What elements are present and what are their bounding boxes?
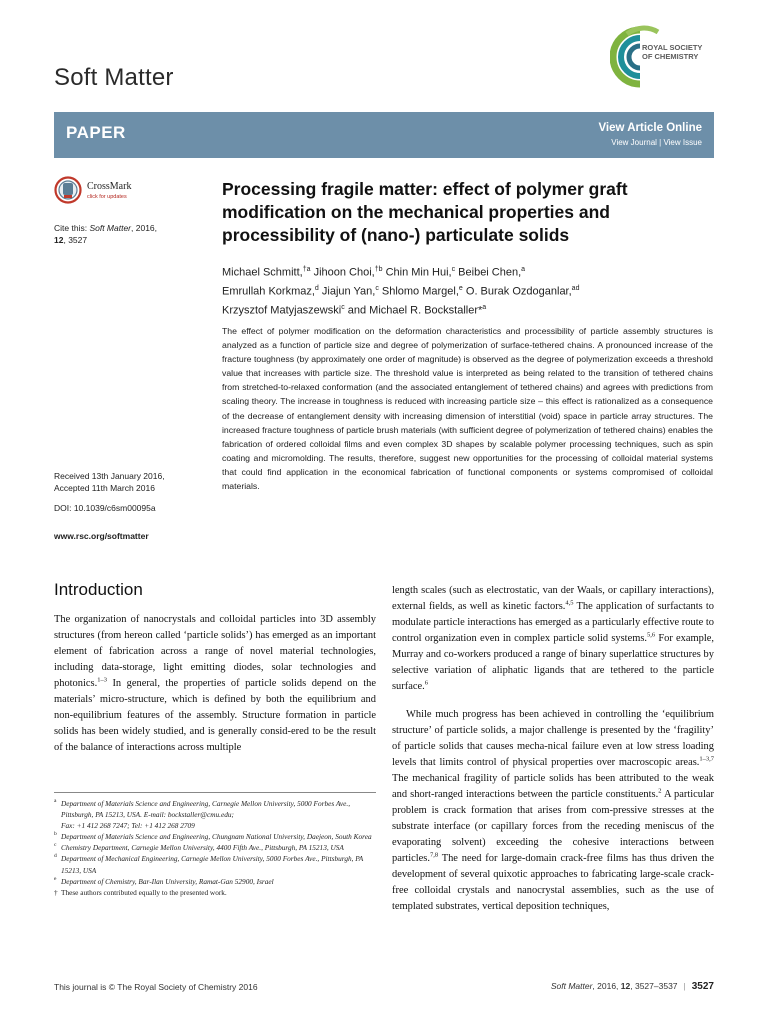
footnote-affiliation: Department of Chemistry, Bar-Ilan University, Ramat-Gan 52900, Israel [61,876,274,886]
author-affiliation: †b [374,266,383,273]
body-text: The organization of nanocrystals and colloidal particles into 3D assembly structures (from hereon called ‘particle solids’) has emerged as an important element of fabrication across a range of novel material technologies, including data-storage, light emitting diodes, solar technologies and photonics. [54,614,376,689]
crossmark-label: CrossMark [87,181,132,192]
footnote-affiliation: Department of Materials Science and Engineering, Chungnam National University, Daejeon, South Korea [61,832,372,842]
cite-prefix: Cite this: [54,223,90,233]
author: Jiajun Yan, [321,285,376,298]
author: and Michael R. Bockstaller* [347,304,483,317]
body-text: In general, the properties of particle solids depend on the materials’ micro-structure, which is defined by both the equilibrium and non-equilibrium features of the assembly. Structure formation in particle solids has been widely studied, and is generally consid-ered to be the result of the balance of interactions across multiple [54,678,376,753]
cite-year: , 2016, [131,223,158,233]
footnote [54,853,376,875]
footer-copyright: This journal is © The Royal Society of Chemistry 2016 [54,982,258,992]
cite-this [54,222,184,246]
footnotes [54,798,376,898]
footnote [54,887,376,898]
crossmark-sublabel: click for updates [87,194,127,200]
footnote [54,842,376,853]
footnote-mark: c [54,842,57,849]
abstract: The effect of polymer modification on the deformation characteristics and processibility of particle assembly structures is analyzed as a function of particle size and degree of polymerization of surface-tethered chains. A pronounced increase of the fracture toughness (by approximately one order of magnitude) is observed as the degree of polymerization exceeds a threshold value that increases with particle size. The threshold value is interpreted as being related to the transition of tethered chains from stretched-to-relaxed conformation (and the associated entanglement of tethered chains) and agrees with predictions from scaling theory. The increase in toughness is reduced with increasing particle size – this effect is rationalized as a consequence of the decrease of entanglement density with increasing dimension of interstitial (void) space in particle array structures. The increased fracture toughness of particle brush materials (with sufficient degree of polymerization of tethered chains) enables the fabrication of ordered colloidal films and even complex 3D shapes by scalable polymer processing techniques, such as spin coating and micromolding. The results, therefore, suggest new opportunities for the processing of colloidal material systems that could find application in the economical fabrication of functional components or systems compromised of colloidal materials. [222,326,713,492]
author-affiliation: ad [571,285,580,293]
body-text: A particular problem is crack formation that arises from com-pressive stresses at the substrate interface (or capillary forces from the receding meniscus of the evaporating solvent) exceeding the cohesive interactions between particles. [392,789,714,864]
citation-ref[interactable]: 1–3 [97,676,107,684]
author-affiliation: c [451,266,456,273]
author-affiliation: a [521,266,526,273]
author-affiliation: †a [302,266,311,273]
footer-separator: | [683,981,686,991]
author-list [222,262,712,319]
crossmark-icon [54,176,82,204]
author: Jihoon Choi, [313,266,375,279]
doi[interactable]: DOI: 10.1039/c6sm00095a [54,503,156,513]
view-issue-link[interactable]: View Issue [663,138,702,147]
author-affiliation: d [314,285,319,293]
body-text: For example, Murray and co-workers produced a range of binary superlattice structures by selective variation of aliphatic ligands that are tethered to the particle surface. [392,633,714,692]
received-dates [54,470,204,494]
footer-year: , 2016, [592,981,621,991]
citation-ref[interactable]: 6 [424,679,428,687]
citation-ref[interactable]: 2 [658,787,662,795]
author: Shlomo Margel, [381,285,459,298]
link-separator: | [656,138,664,147]
footnote-divider [54,792,376,793]
citation-ref[interactable]: 1–3,7 [699,755,714,763]
view-journal-link[interactable]: View Journal [611,138,657,147]
body-text: The mechanical fragility of particle solids has been attributed to the weak and short-ranged interactions between the particle constituents. [392,773,714,800]
author-affiliation: e [458,285,463,293]
footnote [54,831,376,842]
footnote-text: These authors contributed equally to the presented work. [61,887,227,897]
footnote-mark: b [54,831,57,838]
footnote-mark: a [54,798,57,804]
article-type-label: PAPER [66,123,126,142]
journal-url[interactable]: www.rsc.org/softmatter [54,531,149,541]
crossmark-badge[interactable] [54,176,144,208]
footer-journal: Soft Matter [550,981,593,991]
author-affiliation: c [341,304,345,312]
view-article-online-link[interactable]: View Article Online [598,122,702,134]
article-type-banner [54,112,714,158]
author: Beibei Chen, [458,266,522,279]
page-number: 3527 [691,981,714,992]
body-text: While much progress has been achieved in controlling the ‘equilibrium structure’ of particle solids, a major challenge is presented by the ‘fragility’ of particle solids that causes mecha-nical failure even at low stress loading levels that limits control of physical properties over macroscopic areas. [392,709,714,768]
author-affiliation: c [375,285,379,293]
footnote-mark: e [54,875,57,882]
footnote-affiliation: Department of Mechanical Engineering, Carnegie Mellon University, 5000 Forbes Ave., Pittsburgh, PA 15213, USA [61,854,364,875]
body-paragraph [392,707,714,915]
view-links [611,138,702,147]
rsc-logo-line-1: ROYAL SOCIETY [642,43,703,52]
body-text: length scales (such as electrostatic, van der Waals, or capillary interactions), external fields, as well as kinetic factors. [392,585,714,612]
cite-volume: 12 [54,235,64,245]
footnote-extra: Fax: +1 412 268 7247; Tel: +1 412 268 2709 [61,821,195,831]
body-text: The need for large-domain crack-free films has thus driven the development of several quixotic approaches to fabricating large-scale crack-free colloidal crystals and nanocrystal assemblies, such as the use of templated substrates, vertical deposition techniques, [392,853,714,912]
rsc-logo-text [642,44,702,61]
received-date: Received 13th January 2016, [54,471,165,481]
citation-ref[interactable]: 4,5 [565,599,574,607]
cite-journal: Soft Matter [89,223,132,233]
journal-title: Soft Matter [54,64,174,91]
cite-page: , 3527 [63,235,88,245]
rsc-logo-line-2: OF CHEMISTRY [642,51,699,61]
author: O. Burak Ozdoganlar, [465,285,572,298]
author-affiliation: a [482,304,487,312]
footnote [54,798,376,831]
body-paragraph [54,612,376,756]
author: Michael Schmitt, [222,266,303,279]
article-title: Processing fragile matter: effect of polymer graft modification on the mechanical properties and processibility of (nano-) particulate solids [222,179,628,245]
footnote-affiliation: Department of Materials Science and Engineering, Carnegie Mellon University, 5000 Forbes Ave., Pittsburgh, PA 15213, USA. E-mail: bockstaller@cmu.edu; [61,799,351,820]
citation-ref[interactable]: 7,8 [429,851,439,859]
accepted-date: Accepted 11th March 2016 [54,483,155,493]
footnote [54,876,376,887]
author: Chin Min Hui, [385,266,452,279]
body-text: The application of surfactants to modulate particle interactions has emerged as a particularly effective route to control organization even in complex particle solid systems. [392,601,714,644]
footnote-affiliation: Chemistry Department, Carnegie Mellon University, 4400 Fifth Ave., Pittsburgh, PA 15213, USA [61,843,344,853]
body-paragraph [392,583,714,695]
author: Krzysztof Matyjaszewski [222,304,342,317]
footnote-mark: d [54,853,57,860]
footer-pages: , 3527–3537 [630,981,678,991]
footnote-mark: † [54,887,58,897]
footer-volume: 12 [620,981,631,991]
footer-citation [551,981,714,992]
author: Emrullah Korkmaz, [222,285,315,298]
citation-ref[interactable]: 5,6 [647,631,656,639]
section-heading-introduction: Introduction [54,580,143,599]
